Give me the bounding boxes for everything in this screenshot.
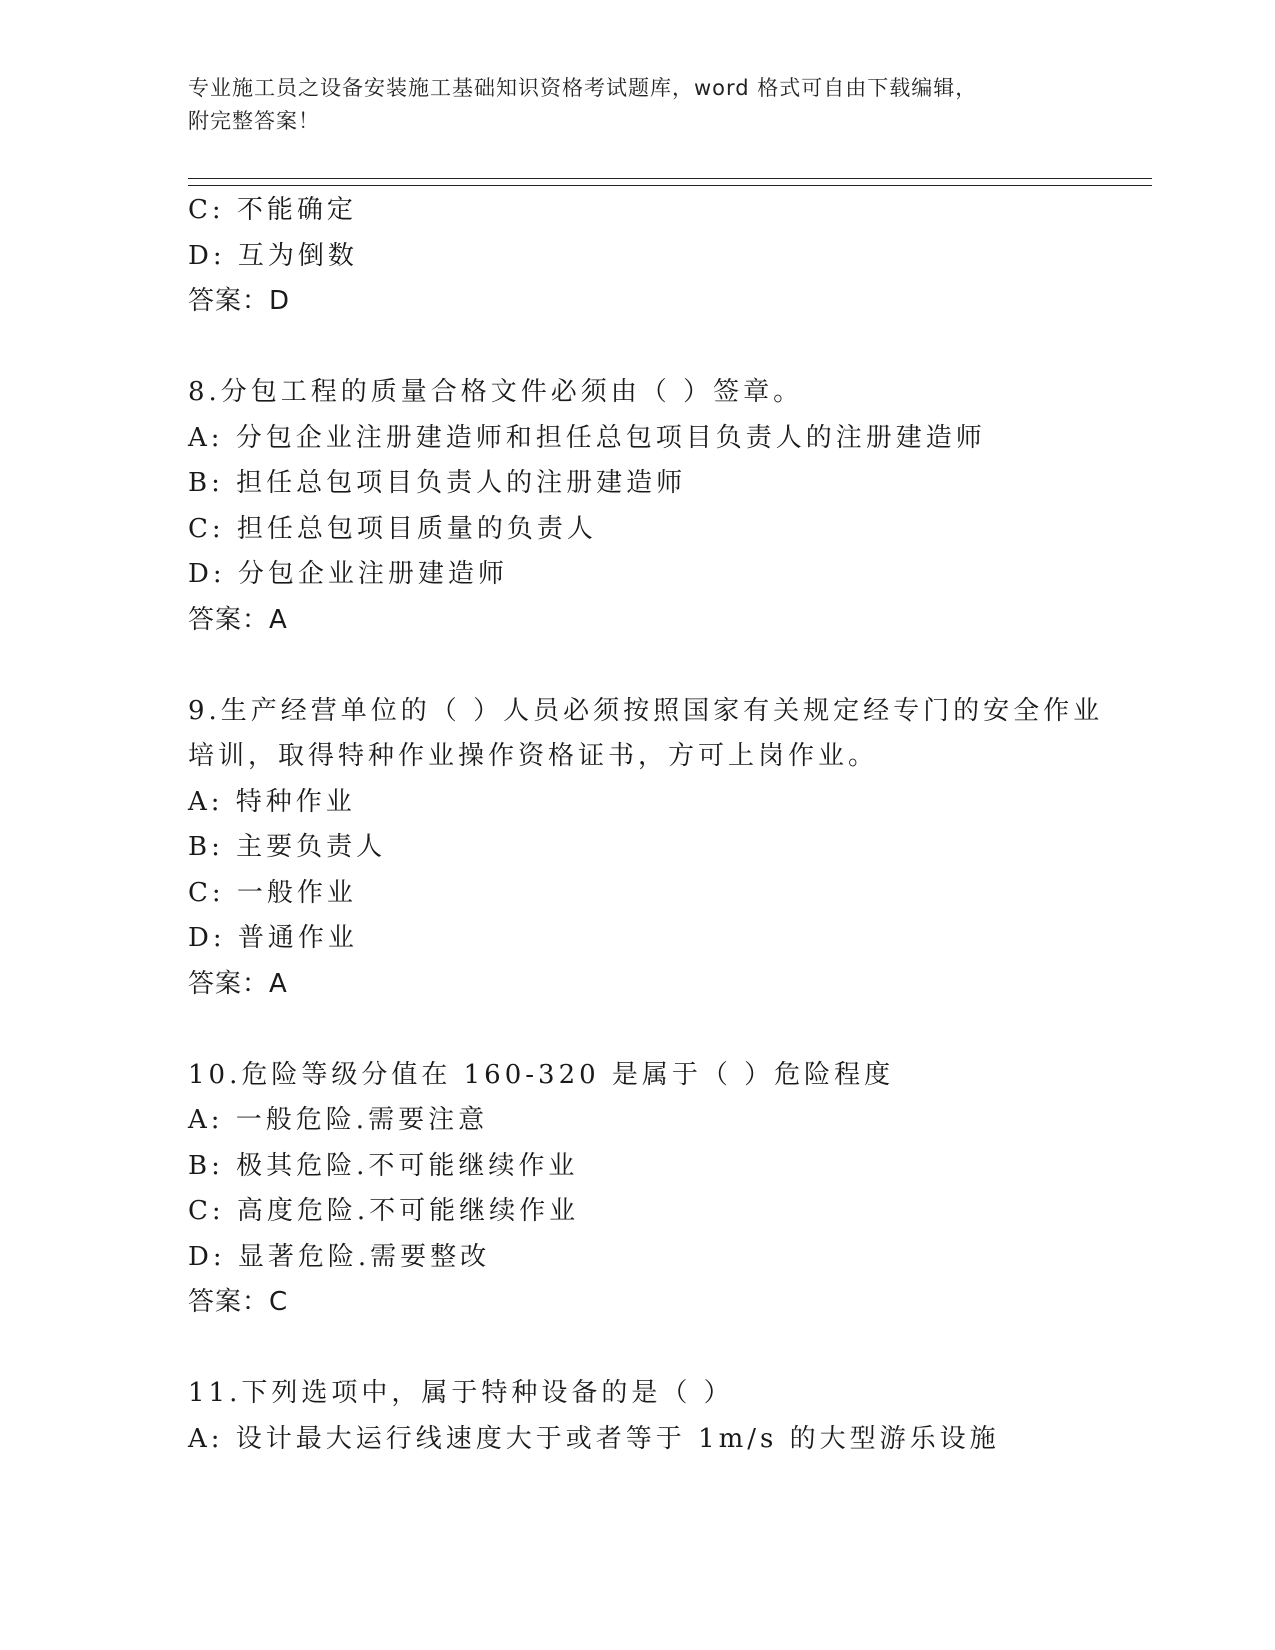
option-a: A: 特种作业 — [188, 786, 356, 817]
spacer — [188, 1326, 1148, 1372]
spacer — [188, 325, 1148, 371]
spacer — [188, 643, 1148, 689]
question-list — [188, 188, 1148, 1462]
question-10 — [188, 1053, 1148, 1326]
answer-line: 答案：D — [188, 286, 291, 316]
answer-line: 答案：A — [188, 604, 288, 635]
option-d: D: 分包企业注册建造师 — [188, 559, 508, 589]
spacer — [188, 1007, 1148, 1053]
question-11 — [188, 1371, 1148, 1462]
option-d: D: 互为倒数 — [188, 240, 358, 271]
option-c: C: 担任总包项目质量的负责人 — [188, 513, 597, 544]
option-c: C: 高度危险.不可能继续作业 — [188, 1196, 580, 1226]
option-d: D: 普通作业 — [188, 923, 358, 953]
question-fragment-7 — [188, 188, 1148, 325]
option-b: B: 担任总包项目负责人的注册建造师 — [188, 468, 687, 498]
question-8 — [188, 370, 1148, 643]
option-c: C: 不能确定 — [188, 195, 357, 225]
option-d: D: 显著危险.需要整改 — [188, 1241, 491, 1272]
header-line-1: 专业施工员之设备安装施工基础知识资格考试题库，word 格式可自由下载编辑， — [188, 76, 978, 100]
question-9 — [188, 689, 1148, 1008]
option-b: B: 主要负责人 — [188, 832, 387, 862]
header-divider — [188, 178, 1152, 186]
answer-line: 答案：A — [188, 968, 288, 999]
option-a: A: 分包企业注册建造师和担任总包项目负责人的注册建造师 — [188, 422, 986, 453]
option-b: B: 极其危险.不可能继续作业 — [188, 1150, 579, 1181]
question-stem: 9.生产经营单位的（ ）人员必须按照国家有关规定经专门的安全作业 — [188, 695, 1104, 726]
answer-line: 答案：C — [188, 1287, 289, 1317]
document-header — [188, 72, 1088, 138]
option-a: A: 设计最大运行线速度大于或者等于 1m/s 的大型游乐设施 — [188, 1423, 1000, 1454]
option-a: A: 一般危险.需要注意 — [188, 1105, 489, 1135]
question-stem: 11.下列选项中，属于特种设备的是（ ） — [188, 1378, 734, 1408]
header-line-2: 附完整答案！ — [188, 109, 320, 133]
question-stem: 10.危险等级分值在 160-320 是属于（ ）危险程度 — [188, 1059, 895, 1090]
question-stem-continued: 培训，取得特种作业操作资格证书，方可上岗作业。 — [188, 741, 879, 771]
option-c: C: 一般作业 — [188, 877, 357, 908]
question-stem: 8.分包工程的质量合格文件必须由（ ）签章。 — [188, 377, 804, 407]
